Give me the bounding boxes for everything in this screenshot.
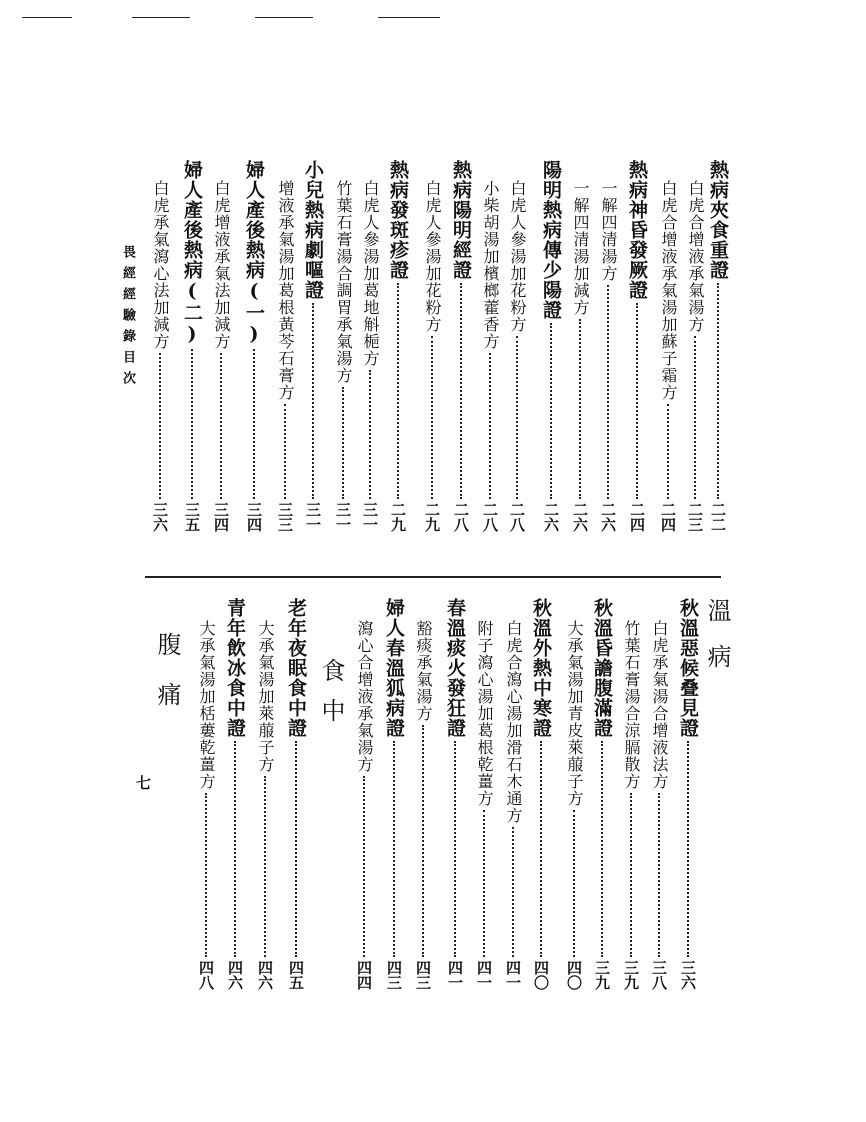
entry-title: 婦人春溫狐病證 — [383, 598, 405, 738]
toc-entry[interactable] — [253, 620, 277, 990]
leader-dots — [658, 793, 660, 957]
leader-dots — [550, 323, 552, 499]
leader-dots — [295, 741, 297, 957]
leader-dots — [460, 283, 462, 499]
entry-page: 三九 — [593, 960, 611, 990]
leader-dots — [253, 349, 255, 499]
entry-page: 二八 — [508, 502, 526, 532]
entry-page: 四五 — [287, 960, 305, 990]
toc-entry[interactable] — [472, 620, 496, 990]
section-heading-wen-bing: 溫病 — [703, 598, 731, 690]
leader-dots — [516, 336, 518, 499]
entry-page: 四四 — [355, 960, 373, 990]
toc-entry[interactable] — [273, 180, 297, 532]
entry-page: 三六 — [679, 960, 697, 990]
leader-dots — [220, 353, 222, 499]
toc-entry[interactable] — [284, 598, 308, 990]
entry-page: 三一 — [361, 502, 379, 532]
toc-entry[interactable] — [596, 180, 620, 532]
toc-entry[interactable] — [180, 160, 204, 532]
toc-entry[interactable] — [529, 598, 553, 990]
entry-title: 熱病陽明經證 — [450, 160, 472, 280]
leader-dots — [630, 793, 632, 957]
leader-dots — [431, 336, 433, 499]
leader-dots — [687, 741, 689, 957]
toc-entry[interactable] — [148, 180, 172, 532]
leader-dots — [489, 353, 491, 499]
entry-title: 白虎合增液承氣湯方 — [686, 180, 705, 333]
section-heading-fu-tong: 腹痛 — [153, 632, 181, 732]
toc-entry[interactable] — [209, 180, 233, 532]
leader-dots — [159, 353, 161, 499]
toc-entry[interactable] — [656, 180, 680, 532]
entry-title: 增液承氣湯加葛根黃芩石膏方 — [276, 180, 295, 401]
leader-dots — [540, 741, 542, 957]
entry-page: 四八 — [197, 960, 215, 990]
leader-dots — [284, 404, 286, 499]
top-dash — [132, 17, 190, 18]
leader-dots — [191, 349, 193, 499]
toc-entry[interactable] — [301, 160, 325, 532]
entry-title: 青年飲冰食中證 — [224, 598, 246, 738]
toc-entry[interactable] — [331, 180, 355, 532]
entry-page: 二四 — [659, 502, 677, 532]
toc-entry[interactable] — [223, 598, 247, 990]
leader-dots — [512, 827, 514, 957]
leader-dots — [369, 370, 371, 499]
entry-page: 三六 — [151, 502, 169, 532]
entry-page: 二三 — [686, 502, 704, 532]
leader-dots — [454, 741, 456, 957]
entry-page: 二八 — [452, 502, 470, 532]
entry-title: 春溫痰火發狂證 — [444, 598, 466, 738]
toc-entry[interactable] — [411, 620, 435, 990]
toc-entry[interactable] — [382, 598, 406, 990]
entry-title: 小兒熱病劇嘔證 — [302, 160, 324, 300]
entry-title: 竹葉石膏湯合涼膈散方 — [622, 620, 641, 790]
leader-dots — [717, 283, 719, 499]
page-number: 七 — [136, 774, 152, 792]
top-dash — [378, 17, 440, 18]
toc-entry[interactable] — [676, 598, 700, 990]
entry-title: 白虎承氣瀉心法加減方 — [151, 180, 170, 350]
toc-entry[interactable] — [449, 160, 473, 532]
section-divider — [145, 576, 721, 578]
entry-page: 三四 — [212, 502, 230, 532]
entry-title: 白虎合瀉心湯加滑石木通方 — [504, 620, 523, 824]
entry-title: 大承氣湯加萊菔子方 — [256, 620, 275, 773]
entry-page: 三八 — [650, 960, 668, 990]
entry-page: 二六 — [542, 502, 560, 532]
entry-title: 陽明熱病傳少陽證 — [540, 160, 562, 320]
entry-page: 三一 — [334, 502, 352, 532]
leader-dots — [607, 285, 609, 499]
leader-dots — [397, 283, 399, 499]
toc-entry[interactable] — [420, 180, 444, 532]
entry-title: 老年夜眠食中證 — [285, 598, 307, 738]
entry-title: 白虎人參湯加花粉方 — [423, 180, 442, 333]
toc-entry[interactable] — [625, 160, 649, 532]
entry-page: 二六 — [599, 502, 617, 532]
entry-page: 三四 — [245, 502, 263, 532]
entry-page: 四三 — [385, 960, 403, 990]
toc-entry[interactable] — [647, 620, 671, 990]
toc-entry[interactable] — [443, 598, 467, 990]
entry-title: 一解四清湯方 — [599, 180, 618, 282]
top-dash — [22, 17, 72, 18]
entry-page: 二二 — [709, 502, 727, 532]
entry-title: 婦人產後熱病(二) — [181, 160, 203, 346]
toc-entry[interactable] — [568, 180, 592, 532]
entry-title: 大承氣湯加栝蔞乾薑方 — [197, 620, 216, 790]
toc-entry[interactable] — [505, 180, 529, 532]
entry-title: 熱病神昏發厥證 — [626, 160, 648, 300]
entry-title: 大承氣湯加青皮萊菔子方 — [565, 620, 584, 807]
entry-title: 白虎人參湯加花粉方 — [508, 180, 527, 333]
entry-page: 四六 — [226, 960, 244, 990]
entry-title: 熱病夾食重證 — [707, 160, 729, 280]
entry-page: 三三 — [276, 502, 294, 532]
entry-page: 二四 — [628, 502, 646, 532]
toc-entry[interactable] — [562, 620, 586, 990]
running-title: 畏經經驗錄目次 — [120, 245, 135, 392]
entry-title: 白虎合增液承氣湯加蘇子霜方 — [659, 180, 678, 401]
toc-entry[interactable] — [619, 620, 643, 990]
entry-page: 二六 — [571, 502, 589, 532]
entry-title: 熱病發斑疹證 — [387, 160, 409, 280]
toc-entry[interactable] — [478, 180, 502, 532]
leader-dots — [264, 776, 266, 957]
entry-page: 四〇 — [532, 960, 550, 990]
entry-page: 三一 — [304, 502, 322, 532]
leader-dots — [363, 776, 365, 957]
entry-page: 四一 — [504, 960, 522, 990]
entry-page: 四六 — [256, 960, 274, 990]
leader-dots — [573, 810, 575, 957]
entry-page: 二八 — [481, 502, 499, 532]
leader-dots — [579, 319, 581, 499]
leader-dots — [234, 741, 236, 957]
leader-dots — [393, 741, 395, 957]
leader-dots — [694, 336, 696, 499]
toc-entry[interactable] — [590, 598, 614, 990]
top-dash — [255, 17, 313, 18]
toc-entry[interactable] — [352, 620, 376, 990]
leader-dots — [667, 404, 669, 499]
entry-page: 四三 — [414, 960, 432, 990]
toc-entry[interactable] — [501, 620, 525, 990]
entry-title: 白虎增液承氣法加減方 — [212, 180, 231, 350]
entry-title: 附子瀉心湯加葛根乾薑方 — [475, 620, 494, 807]
leader-dots — [205, 793, 207, 957]
toc-entry[interactable] — [358, 180, 382, 532]
toc-entry[interactable] — [683, 180, 707, 532]
entry-title: 秋溫惡候叠見證 — [677, 598, 699, 738]
entry-page: 二九 — [389, 502, 407, 532]
leader-dots — [636, 303, 638, 499]
toc-entry[interactable] — [706, 160, 730, 532]
entry-title: 秋溫昏譫腹滿證 — [591, 598, 613, 738]
leader-dots — [422, 725, 424, 957]
leader-dots — [601, 741, 603, 957]
toc-entry[interactable] — [539, 160, 563, 532]
entry-page: 三五 — [183, 502, 201, 532]
entry-title: 竹葉石膏湯合調胃承氣湯方 — [334, 180, 353, 384]
entry-page: 二九 — [423, 502, 441, 532]
toc-entry[interactable] — [386, 160, 410, 532]
entry-page: 四一 — [475, 960, 493, 990]
entry-page: 四〇 — [565, 960, 583, 990]
leader-dots — [342, 387, 344, 499]
entry-title: 白虎承氣湯合增液法方 — [650, 620, 669, 790]
entry-title: 豁痰承氣湯方 — [414, 620, 433, 722]
entry-page: 三九 — [622, 960, 640, 990]
entry-page: 四一 — [446, 960, 464, 990]
entry-title: 白虎人參湯加葛地斛梔方 — [361, 180, 380, 367]
toc-entry[interactable] — [242, 160, 266, 532]
section-heading-shi-zhong: 食中 — [317, 658, 345, 738]
entry-title: 秋溫外熱中寒證 — [530, 598, 552, 738]
leader-dots — [312, 303, 314, 499]
toc-entry[interactable] — [194, 620, 218, 990]
entry-title: 瀉心合增液承氣湯方 — [355, 620, 374, 773]
entry-title: 一解四清湯加減方 — [571, 180, 590, 316]
entry-title: 小柴胡湯加檳榔藿香方 — [481, 180, 500, 350]
entry-title: 婦人產後熱病(一) — [243, 160, 265, 346]
leader-dots — [483, 810, 485, 957]
